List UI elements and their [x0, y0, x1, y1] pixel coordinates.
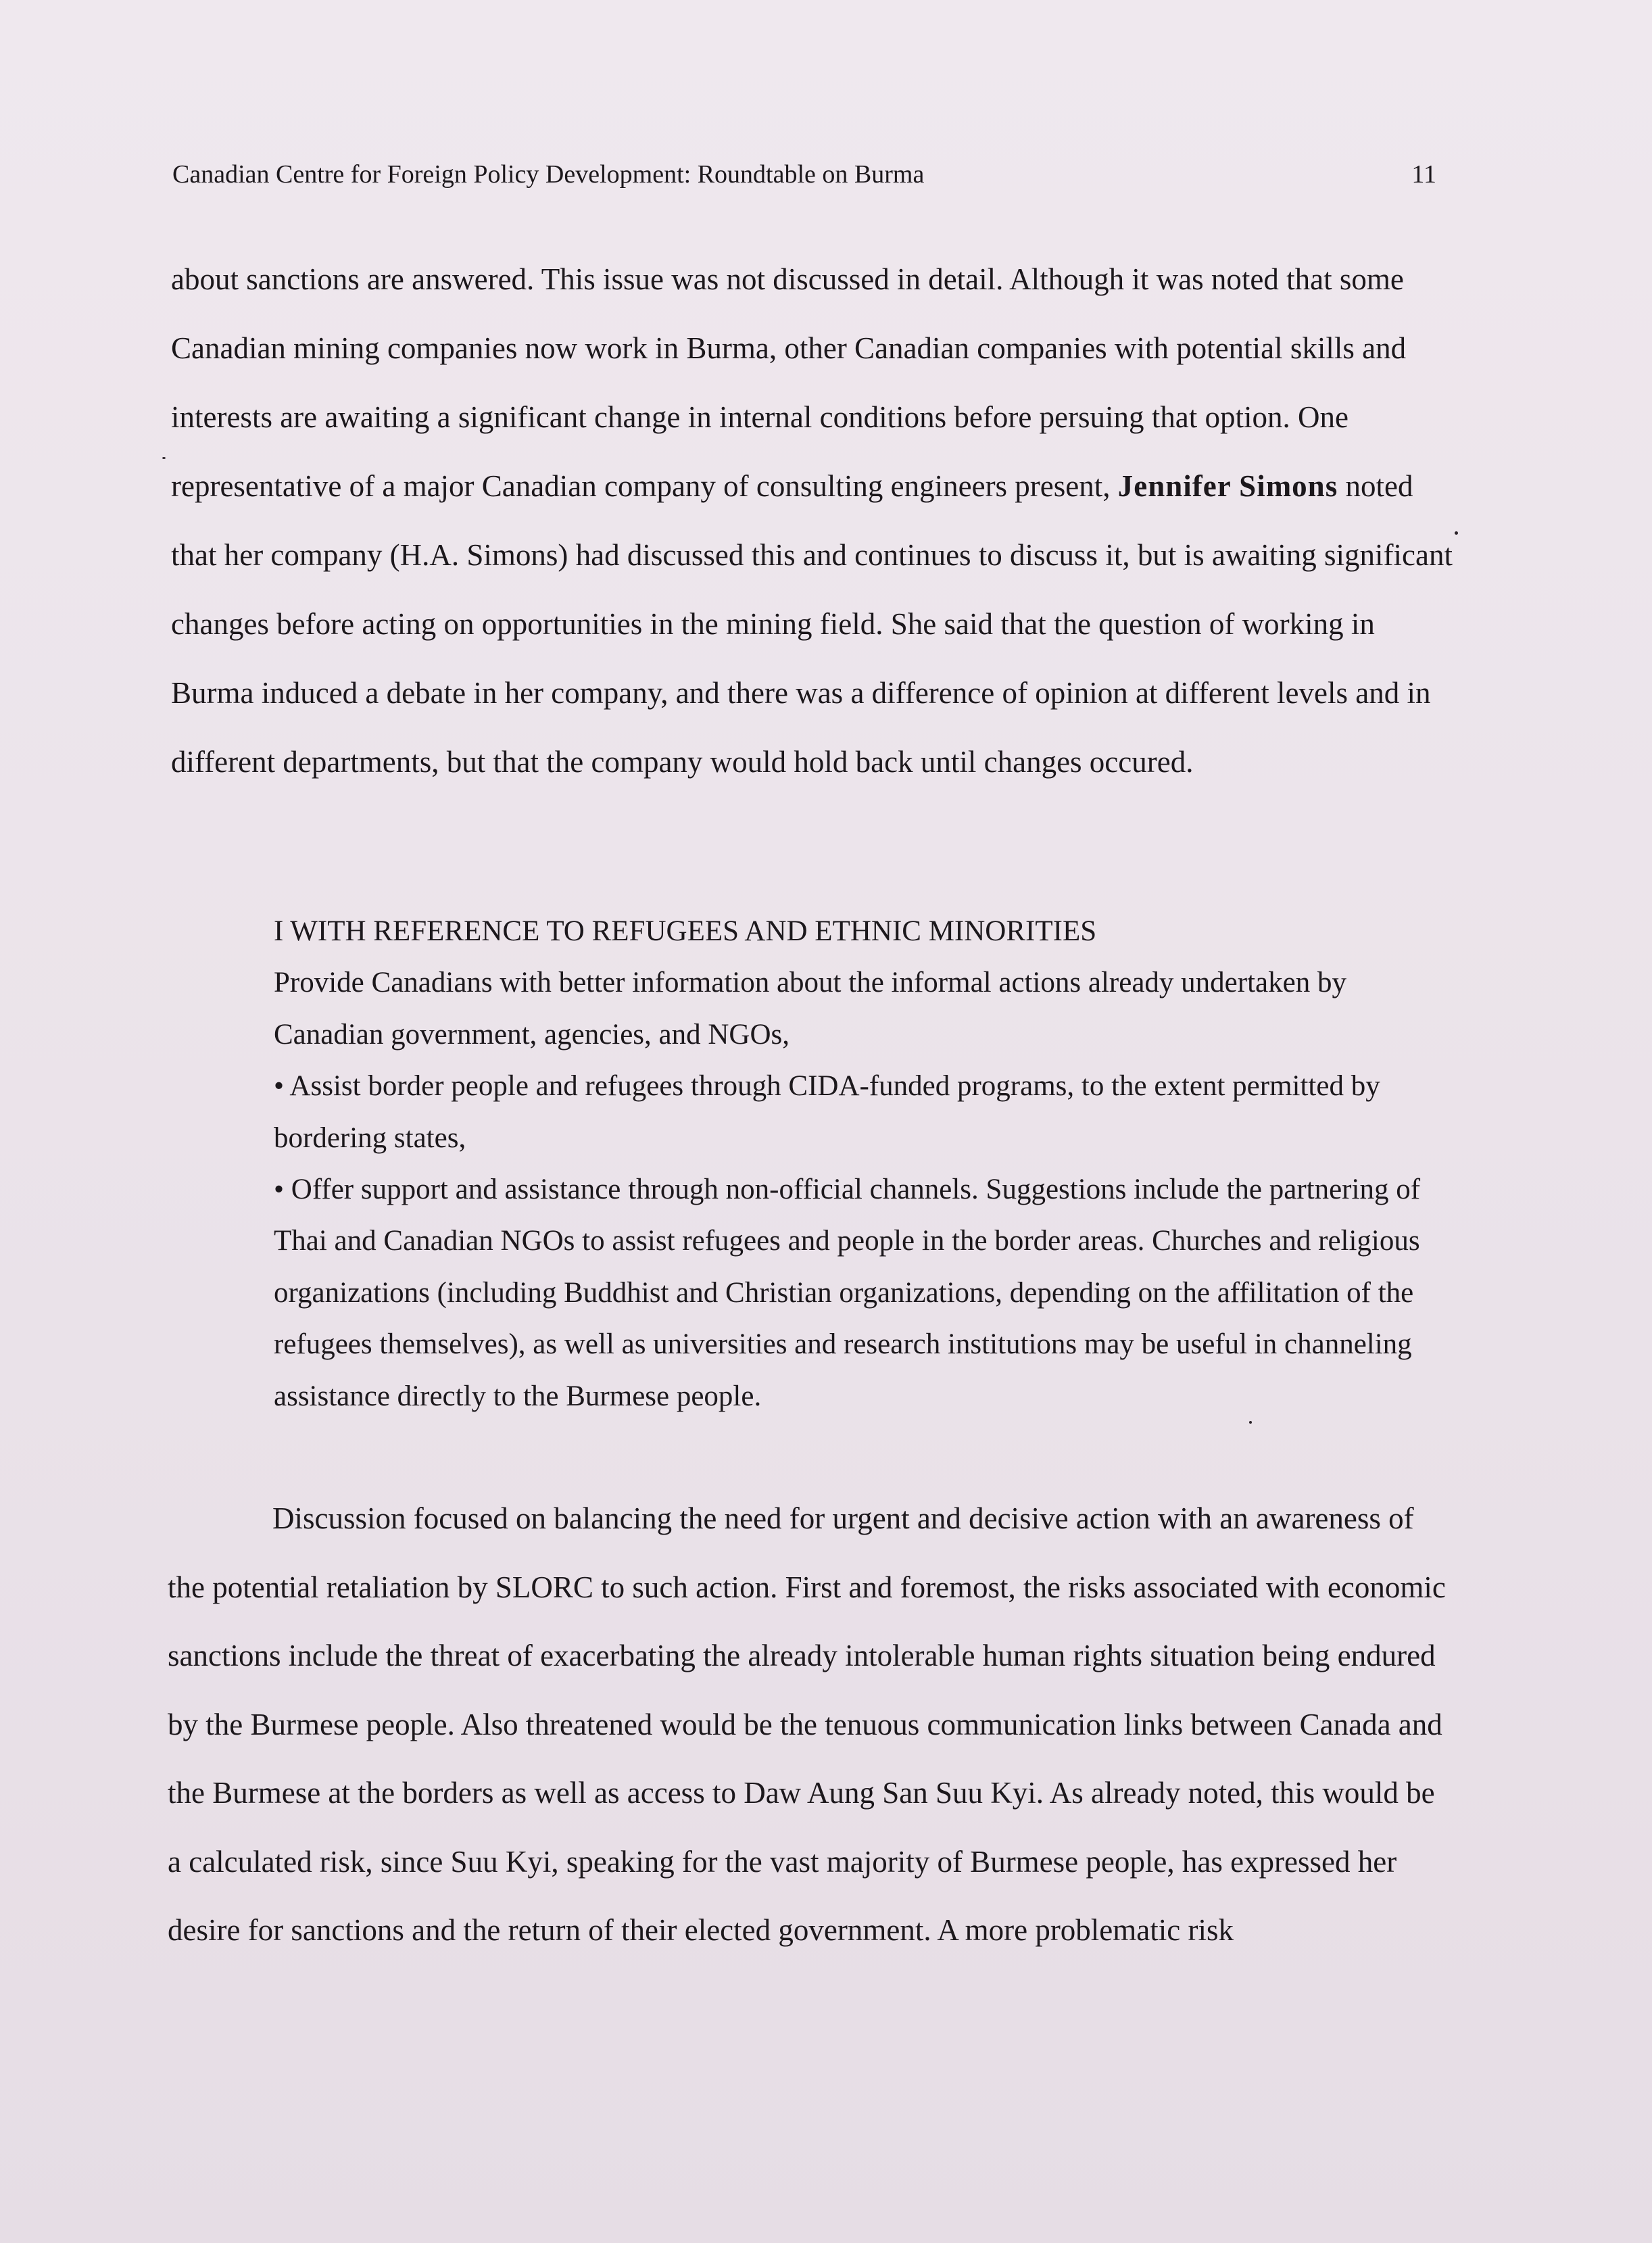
- recommendation-item: • Offer support and assistance through non-official channels. Suggestions include the partnering of Thai and Canadian NGOs to assist refugees and people in the border areas. Churches and religious organizations (including Buddhist and Christian organizations, depending on the affilitation of the refugees themselves), as well as universities and research institutions may be useful in channeling assistance directly to the Burmese people.: [274, 1174, 1421, 1412]
- paragraph-1-text-a: about sanctions are answered. This issue was not discussed in detail. Although it was noted that some Canadian mining companies now work in Burma, other Canadian companies with potential skills and interests are awaiting a significant change in internal conditions before persuing that option. One representative of a major Canadian company of consulting engineers present,: [171, 262, 1407, 503]
- paragraph-discussion: [168, 1485, 1452, 1965]
- scan-speck: [1249, 1421, 1252, 1424]
- paragraph-2: Discussion focused on balancing the need for urgent and decisive action with an awareness of the potential retaliation by SLORC to such action. First and foremost, the risks associated with economic sanctions include the threat of exacerbating the already intolerable human rights situation being endured by the Burmese people. Also threatened would be the tenuous communication links between Canada and the Burmese at the borders as well as access to Daw Aung San Suu Kyi. As already noted, this would be a calculated risk, since Suu Kyi, speaking for the vast majority of Burmese people, has expressed her desire for sanctions and the return of their elected government. A more problematic risk: [168, 1501, 1446, 1947]
- running-header: [172, 160, 1436, 189]
- recommendation-item: Provide Canadians with better information about the informal actions already undertaken by Canadian government, agencies, and NGOs,: [274, 967, 1346, 1051]
- recommendations-heading: I WITH REFERENCE TO REFUGEES AND ETHNIC MINORITIES: [274, 915, 1097, 947]
- paragraph-1-text-b: noted that her company (H.A. Simons) had discussed this and continues to discuss it, but is awaiting significant changes before acting on opportunities in the mining field. She said that the question of working in Burma induced a debate in her company, and there was a difference of opinion at different levels and in different departments, but that the company would hold back until changes occured.: [171, 469, 1453, 779]
- scan-speck: [162, 457, 166, 459]
- recommendation-item: • Assist border people and refugees through CIDA-funded programs, to the extent permitted by bordering states,: [274, 1070, 1380, 1154]
- paragraph-mining-companies: [171, 245, 1455, 796]
- recommendations-block: [274, 906, 1436, 1422]
- page-number: 11: [1411, 160, 1436, 189]
- speaker-name: Jennifer Simons: [1117, 469, 1338, 503]
- paragraph-1: [171, 245, 1455, 796]
- scan-speck: [1455, 531, 1458, 535]
- header-title: Canadian Centre for Foreign Policy Development: Roundtable on Burma: [172, 160, 925, 189]
